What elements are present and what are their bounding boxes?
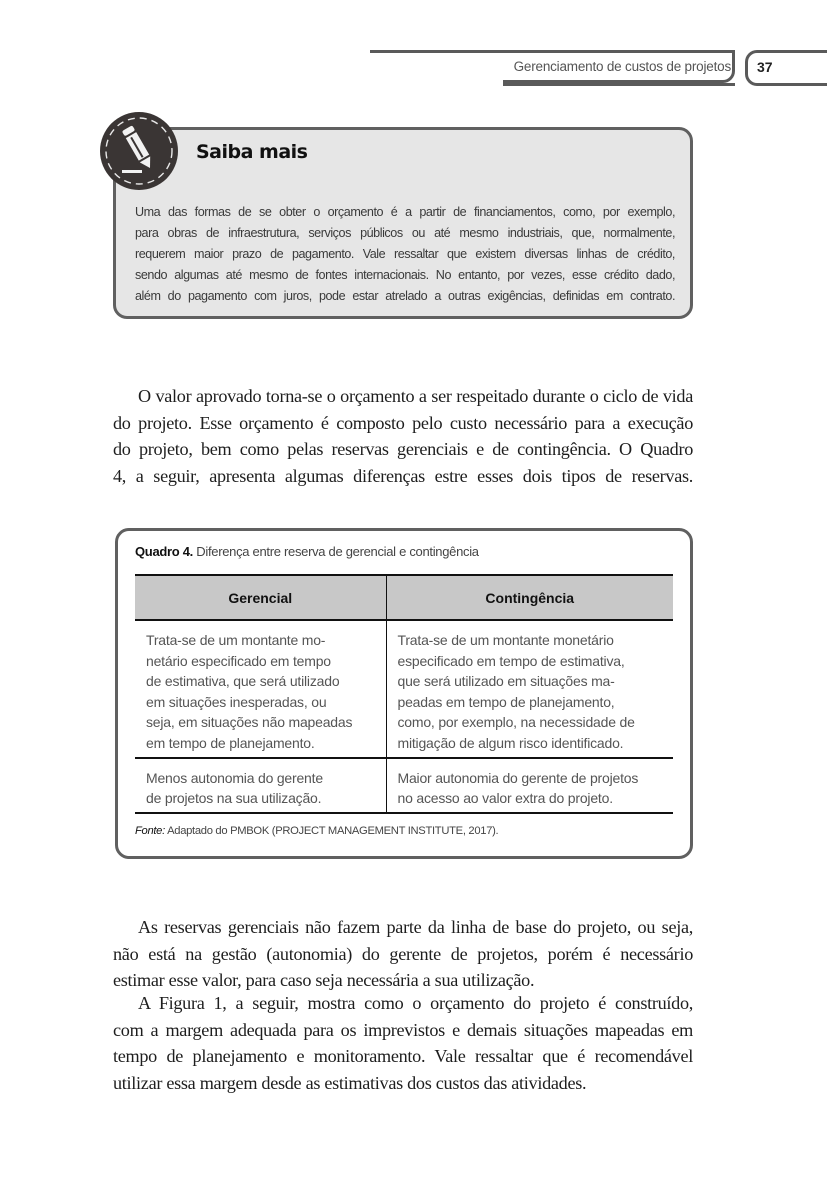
comparison-table xyxy=(135,574,673,814)
cell-line: que será utilizado em situações ma- xyxy=(397,673,615,690)
column-header-gerencial: Gerencial xyxy=(135,575,386,620)
body-paragraph-2 xyxy=(113,914,693,994)
cell-line: seja, em situações não mapeadas xyxy=(146,714,353,731)
body-paragraph-1 xyxy=(113,383,693,489)
table-cell xyxy=(135,620,386,758)
cell-line: em situações inesperadas, ou xyxy=(146,693,327,710)
source-label: Fonte: xyxy=(135,825,165,837)
saiba-line: Uma das formas de se obter o orçamento é a partir de financiamentos, como, por exemplo, xyxy=(135,205,675,219)
text-line: A Figura 1, a seguir, mostra como o orçamento do projeto é construído, xyxy=(138,993,693,1013)
saiba-mais-text xyxy=(135,202,675,307)
quadro-caption xyxy=(135,544,479,559)
table-row xyxy=(135,620,673,758)
table-row xyxy=(135,758,673,813)
text-line: tempo de planejamento e monitoramento. Vale ressaltar que é recomendável xyxy=(113,1046,693,1066)
saiba-line: requerem maior prazo de pagamento. Vale ressaltar que existem diversas linhas de crédito, xyxy=(135,247,675,261)
quadro-caption-text: Diferença entre reserva de gerencial e contingência xyxy=(192,544,479,559)
quadro-label: Quadro 4. xyxy=(135,544,193,559)
saiba-line: sendo algumas até mesmo de fontes internacionais. No entanto, por vezes, esse crédito dado, xyxy=(135,268,675,282)
text-line: 4, a seguir, apresenta algumas diferenças estre esses dois tipos de reservas. xyxy=(113,465,693,486)
cell-line: especificado em tempo de estimativa, xyxy=(397,652,625,669)
column-header-contingencia: Contingência xyxy=(386,575,673,620)
table-header-row xyxy=(135,575,673,620)
body-paragraph-3 xyxy=(113,990,693,1096)
text-line: utilizar essa margem desde as estimativas dos custos das atividades. xyxy=(113,1072,587,1093)
cell-line: netário especificado em tempo xyxy=(146,652,331,669)
cell-line: como, por exemplo, na necessidade de xyxy=(397,714,635,731)
text-line: não está na gestão (autonomia) do gerente de projetos, porém é necessário xyxy=(113,943,693,964)
saiba-line: para obras de infraestrutura, serviços públicos ou até mesmo industriais, que, normalmente, xyxy=(135,226,675,240)
cell-line: de projetos na sua utilização. xyxy=(146,790,322,807)
text-line: O valor aprovado torna-se o orçamento a ser respeitado durante o ciclo de vida xyxy=(138,386,693,406)
chapter-title: Gerenciamento de custos de projetos xyxy=(513,59,731,74)
table-cell xyxy=(135,758,386,813)
cell-line: peadas em tempo de planejamento, xyxy=(397,693,615,710)
source-text: Adaptado do PMBOK (PROJECT MANAGEMENT INSTITUTE, 2017). xyxy=(164,825,499,837)
cell-line: de estimativa, que será utilizado xyxy=(146,673,340,690)
cell-line: em tempo de planejamento. xyxy=(146,734,315,751)
saiba-line: além do pagamento com juros, pode estar atrelado a outras exigências, definidas em contrato. xyxy=(135,289,675,303)
cell-line: Menos autonomia do gerente xyxy=(146,769,323,786)
header-title-underline xyxy=(503,83,735,86)
pencil-icon xyxy=(100,112,178,190)
cell-line: Maior autonomia do gerente de projetos xyxy=(397,769,639,786)
text-line: do projeto. Esse orçamento é composto pelo custo necessário para a execução xyxy=(113,412,693,433)
cell-line: Trata-se de um montante monetário xyxy=(397,632,614,648)
table-cell xyxy=(386,758,673,813)
table-cell xyxy=(386,620,673,758)
saiba-mais-title: Saiba mais xyxy=(196,141,308,163)
cell-line: no acesso ao valor extra do projeto. xyxy=(397,790,613,807)
text-line: As reservas gerenciais não fazem parte da linha de base do projeto, ou seja, xyxy=(138,917,693,937)
cell-line: mitigação de algum risco identificado. xyxy=(397,734,624,751)
text-line: estimar esse valor, para caso seja necessária a sua utilização. xyxy=(113,970,535,990)
text-line: do projeto, bem como pelas reservas gerenciais e de contingência. O Quadro xyxy=(113,439,693,459)
cell-line: Trata-se de um montante mo- xyxy=(146,632,326,648)
table-source xyxy=(135,825,498,837)
text-line: com a margem adequada para os imprevistos e demais situações mapeadas em xyxy=(113,1019,693,1040)
page-number: 37 xyxy=(757,59,773,75)
